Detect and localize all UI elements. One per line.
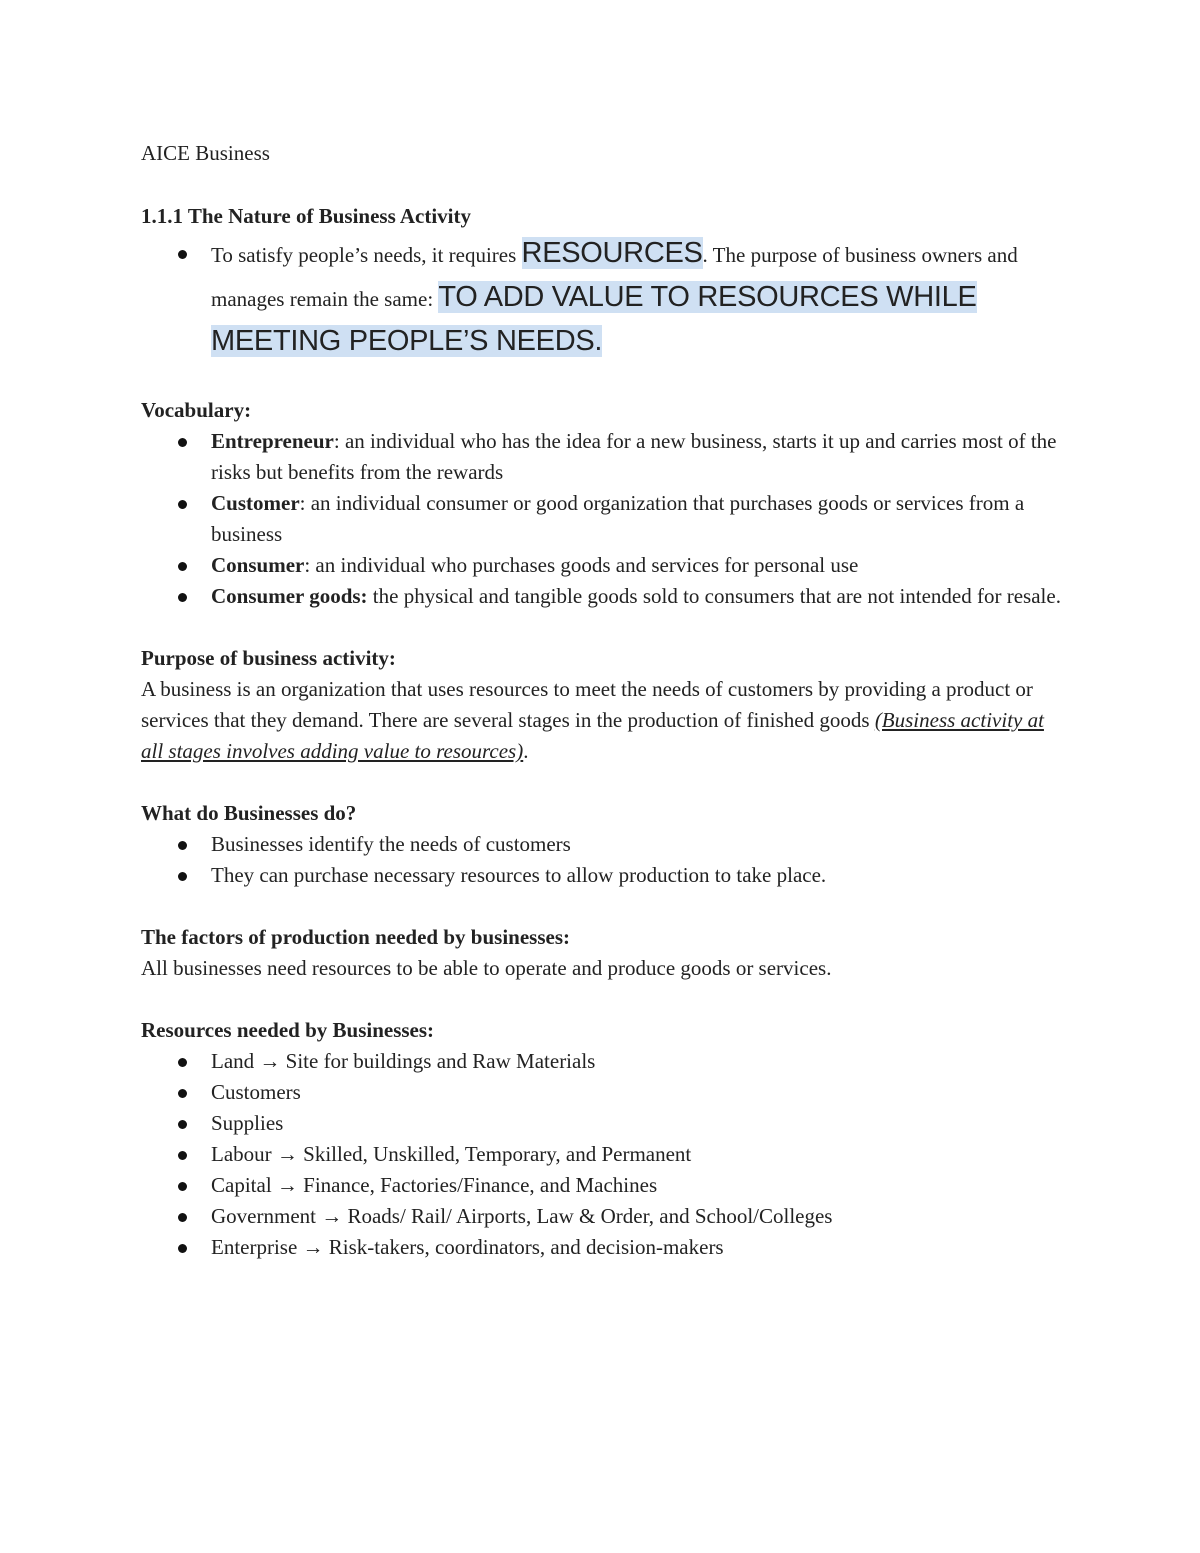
list-item: Customers: [211, 1077, 1071, 1108]
list-item: Land → Site for buildings and Raw Materials: [211, 1046, 1071, 1077]
list-item: Enterprise → Risk-takers, coordinators, and decision-makers: [211, 1232, 1071, 1263]
purpose-text: A business is an organization that uses resources to meet the needs of customers by providing a product or services that they demand. There are several stages in the production of finished goods: [141, 677, 1033, 732]
what-heading: What do Businesses do?: [141, 801, 357, 825]
resources-list: [141, 1046, 1071, 1263]
vocab-item: [211, 488, 1071, 550]
vocab-list: [141, 426, 1071, 612]
purpose-emphasis: (Business activity at all stages involves adding value to resources): [141, 708, 1044, 763]
factors-heading: The factors of production needed by businesses:: [141, 925, 570, 949]
vocab-item: [211, 550, 1071, 581]
document-page: [141, 138, 1071, 1263]
highlight-add-value: TO ADD VALUE TO RESOURCES WHILE MEETING PEOPLE’S NEEDS.: [211, 281, 977, 357]
vocab-term: Entrepreneur: [211, 429, 334, 453]
list-item: Labour → Skilled, Unskilled, Temporary, and Permanent: [211, 1139, 1071, 1170]
factors-paragraph: All businesses need resources to be able to operate and produce goods or services.: [141, 956, 832, 980]
vocab-term: Customer: [211, 491, 300, 515]
intro-text-1: To satisfy people’s needs, it requires: [211, 243, 522, 267]
vocab-def: : an individual who purchases goods and services for personal use: [304, 553, 859, 577]
purpose-heading: Purpose of business activity:: [141, 646, 396, 670]
list-item: They can purchase necessary resources to allow production to take place.: [211, 860, 1071, 891]
intro-list: [141, 232, 1071, 364]
document-title: AICE Business: [141, 141, 270, 165]
vocab-def: : an individual who has the idea for a new business, starts it up and carries most of the risks but benefits from the rewards: [211, 429, 1057, 484]
vocab-def: : an individual consumer or good organization that purchases goods or services from a business: [211, 491, 1025, 546]
resources-heading: Resources needed by Businesses:: [141, 1018, 435, 1042]
vocab-item: [211, 426, 1071, 488]
what-list: [141, 829, 1071, 891]
purpose-paragraph: [141, 674, 1071, 767]
list-item: Capital → Finance, Factories/Finance, and Machines: [211, 1170, 1071, 1201]
highlight-resources: RESOURCES: [521, 237, 703, 269]
intro-text-2: . The purpose of business owners and manages remain the same:: [211, 243, 1018, 311]
purpose-end: .: [523, 739, 529, 763]
vocab-heading: Vocabulary:: [141, 398, 252, 422]
list-item: Businesses identify the needs of customers: [211, 829, 1071, 860]
list-item: Government → Roads/ Rail/ Airports, Law & Order, and School/Colleges: [211, 1201, 1071, 1232]
list-item: Supplies: [211, 1108, 1071, 1139]
intro-item: [211, 232, 1071, 364]
section-heading: 1.1.1 The Nature of Business Activity: [141, 204, 471, 228]
vocab-term: Consumer: [211, 553, 305, 577]
vocab-def: the physical and tangible goods sold to consumers that are not intended for resale.: [367, 584, 1061, 608]
vocab-item: [211, 581, 1071, 612]
vocab-term: Consumer goods:: [211, 584, 368, 608]
